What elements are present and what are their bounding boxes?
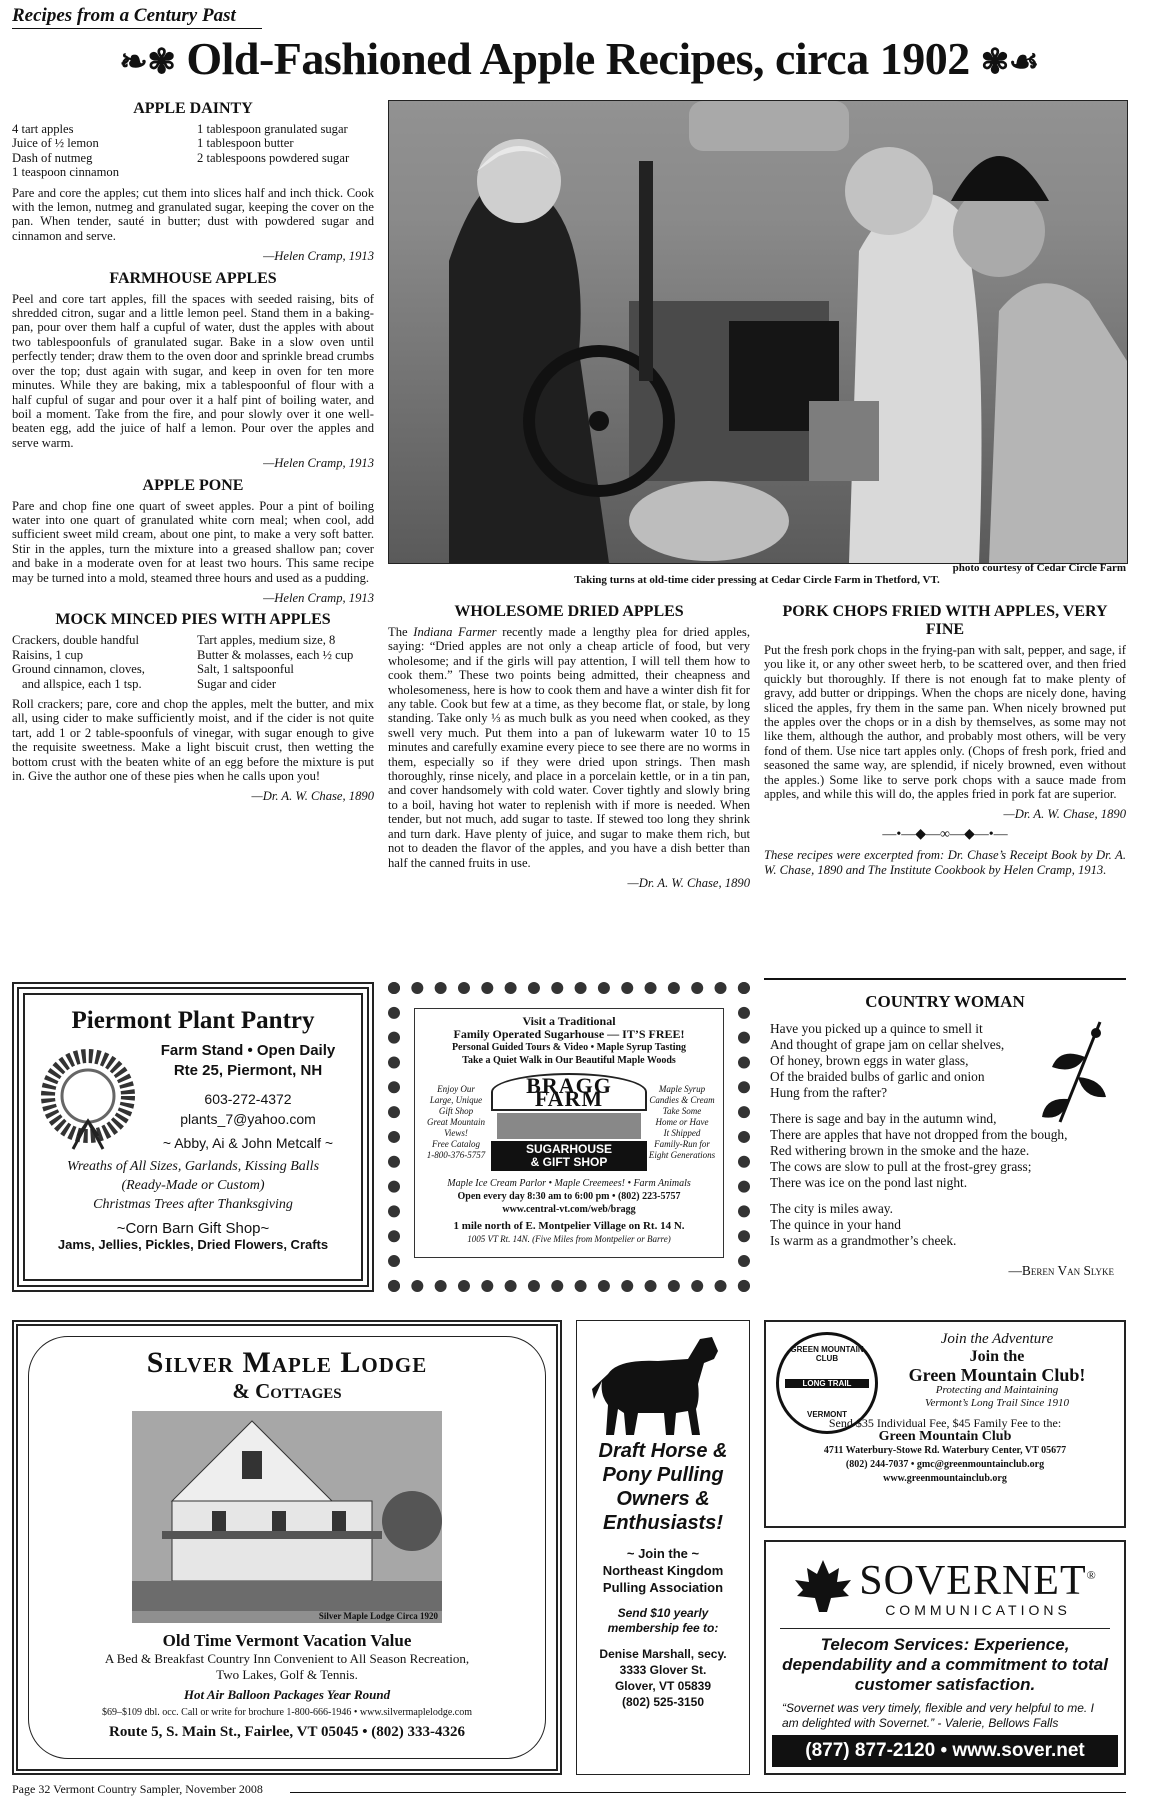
ad-line: Vermont’s Long Trail Since 1910 [924,1397,1070,1409]
ad-line: Northeast Kingdom [602,1563,724,1578]
poem-line: There are apples that have not dropped from the bough, [770,1127,1068,1142]
poem-title: COUNTRY WOMAN [865,992,1025,1011]
note-line: Home or Have [655,1116,709,1127]
ad-line: Protecting and Maintaining [935,1384,1059,1396]
recipe-body: Pare and core the apples; cut them into slices half and inch thick. Cook with the lemon, nutmeg and granulated sugar, keeping the cover on the pan. When tender, sauté in butter; dust with powdered sugar and cinnamon and serve. [12,185,374,243]
ingredient: Crackers, double handful [12,633,139,648]
recipe-body: Peel and core tart apples, fill the spaces with seeded raising, bits of shredded citron, sugar and a little lemon peel. Stand them in a baking-pan, pour over them half a cupful of water, dust the apples with about two tablespoonfuls of granulated sugar. Bake in a slow oven until perfectly tender; draw them to the oven door and sprinkle bread crumbs over the top; dust again with sugar, and keep in oven for ten more minutes. While they are baking, mix a tablespoonful of flour with a half cupful of sugar and pour over it a half pint of boiling water, and boil a moment. Take from the fire, and pour slowly over it one well-beaten egg, add the juice of half a lemon. Pour over the apples and serve warm. [12,291,374,450]
note-line: Free Catalog [432,1138,480,1149]
ad-line: Join the Adventure [940,1331,1054,1347]
ad-tagline: Wreaths of All Sizes, Garlands, Kissing Balls [66,1159,320,1174]
wreath-icon [33,1041,143,1151]
ad-headline: Pony Pulling [602,1464,724,1486]
note-line: Large, Unique [429,1094,483,1105]
piermont-ad [12,982,374,1292]
ingredient: 2 tablespoons powdered sugar [197,150,350,165]
ad-title: Green Mountain Club! [908,1365,1086,1385]
recipe-body: Pare and chop fine one quart of sweet apples. Pour a pint of boiling water into one quart of granulated white corn meal; when cool, add sufficient sweet mild cream, about one pint, to make a very soft batter. Stir in the apples, turn the mixture into a greased shallow pan; cover and bake in a moderate oven for at least two hours. This same recipe may be turned into a mold, steamed three hours and used as a pudding. [12,498,374,585]
poem-line: Of the braided bulbs of garlic and onion [770,1069,985,1084]
logo-text: BRAGG FARM [491,1073,647,1111]
section-kicker: Recipes from a Century Past [12,4,262,29]
badge-text: GREEN MOUNTAIN CLUB [790,1345,864,1363]
divider-ornament-icon: —•—◆—∞—◆—•— [882,826,1008,842]
brand-subtitle: COMMUNICATIONS [885,1602,1071,1618]
ad-left-notes [421,1084,491,1161]
ingredients-left [12,633,189,691]
contact-line: Glover, VT 05839 [614,1679,712,1693]
recipe-byline: —Dr. A. W. Chase, 1890 [251,789,374,804]
ad-goods: Jams, Jellies, Pickles, Dried Flowers, Crafts [57,1237,329,1252]
recipe-byline: —Dr. A. W. Chase, 1890 [1003,807,1126,822]
ingredient: Juice of ½ lemon [12,136,99,151]
green-mountain-club-ad [764,1320,1126,1528]
left-ornament-icon: ❧✾ [119,44,176,82]
badge-text: LONG TRAIL [785,1379,869,1388]
brand-name [859,1554,1096,1602]
silver-maple-lodge-ad [12,1320,562,1775]
contact-line: (802) 525-3150 [621,1695,705,1709]
ad-owners: ~ Abby, Ai & John Metcalf ~ [162,1135,334,1151]
logo-banner: SUGARHOUSE [525,1142,612,1156]
photo-caption: Taking turns at old-time cider pressing at Cedar Circle Farm in Thetford, VT. [574,574,940,586]
photo-illustration [389,101,1127,563]
ad-rates: $69–$109 dbl. occ. Call or write for brochure 1-800-666-1946 • www.silvermaplelodge.com [102,1707,472,1718]
ad-title: Silver Maple Lodge [146,1346,428,1379]
ad-line: Visit a Traditional [522,1014,616,1028]
ad-line: Join the [969,1348,1025,1365]
ad-line: ~ Join the ~ [626,1546,700,1561]
logo-banner: & GIFT SHOP [530,1155,608,1169]
divider [764,978,1126,980]
ad-title: Piermont Plant Pantry [71,1007,315,1034]
recipe-body-rest: recently made a lengthy plea for dried apples, saying: “Dried apples are not only a cheap article of food, but very wholesome; and if the girls will pay attention, I will tell them how to cook them.” These two points being admitted, their cheapness and wholesomeness, here is how to cook them and have a winter dish fit for any table. Cook but few at a time, as they become flat, or stale, by long standing. Take only ⅓ as much bulk as you need when cooked, as they swell very much. Put them into a pan of lukewarm water 10 to 15 minutes and carefully examine every piece to see there are no worms in them, especially so if they were dried upon strings. Then mash thoroughly, rinse nicely, and place in a porcelain kettle, or in a tin pan, and cover handsomely with cold water. Cover tightly and slowly bring to a boil, having hot water to replenish with if more is needed. When tender, but not much, add sugar to taste. If stewed too long they shrink and turn dark. Have plenty of juice, and sugar to make them rich, but not to deaden the flavor of the apples, and you have a dish better than half the canned fruits in use. [388,625,750,870]
poem-line: Hung from the rafter? [770,1085,888,1100]
page-footer: Page 32 Vermont Country Sampler, November 2008 [12,1782,263,1796]
left-column [12,100,374,810]
note-line: 1-800-376-5757 [426,1149,486,1160]
contact-line: Denise Marshall, secy. [599,1647,727,1661]
recipe-byline: —Helen Cramp, 1913 [263,590,374,605]
recipe-body [388,625,750,870]
page-title [40,30,1118,92]
ad-headline: Enthusiasts! [602,1512,724,1534]
ad-address: 1005 VT Rt. 14N. (Five Miles from Montpelier or Barre) [467,1234,671,1244]
recipe-title: FARMHOUSE APPLES [109,269,277,287]
lodge-drawing [132,1411,442,1611]
right-column [764,603,1126,883]
recipe-title: WHOLESOME DRIED APPLES [454,603,684,620]
ad-tagline: Old Time Vermont Vacation Value [162,1631,412,1650]
ad-phone: 603-272-4372 [204,1091,292,1107]
ad-tagline: Telecom Services: Experience, dependability and a commitment to total customer satisfaction. [780,1628,1110,1695]
ad-tagline: Christmas Trees after Thanksgiving [93,1197,293,1212]
recipe-title: MOCK MINCED PIES WITH APPLES [55,611,331,629]
note-line: Family-Run for [654,1138,710,1149]
photo-credit: photo courtesy of Cedar Circle Farm [952,562,1126,574]
note-line: Views! [444,1127,468,1138]
ad-line: membership fee to: [607,1621,719,1635]
recipe-byline: —Helen Cramp, 1913 [263,456,374,471]
note-line: Maple Syrup [658,1083,706,1094]
ad-hours: Farm Stand • Open Daily [160,1042,336,1059]
poem-line: And thought of grape jam on cellar shelves, [770,1037,1005,1052]
ingredient: Raisins, 1 cup [12,647,84,662]
photo-caption: Silver Maple Lodge Circa 1920 [318,1611,438,1621]
ingredient: Ground cinnamon, cloves, [12,662,145,677]
poem-line: Of honey, brown eggs in water glass, [770,1053,969,1068]
headline-text: Old-Fashioned Apple Recipes, circa 1902 [186,33,970,84]
ingredient: 1 tablespoon granulated sugar [197,122,348,136]
recipe-body-start: The [388,625,414,639]
recipe-body: Put the fresh pork chops in the frying-pan with salt, pepper, and sage, if you like it, or any other sweet herb, to be scattered over, and then fried quickly but thoroughly. If there is not enough fat to make plenty of gravy, add butter or drippings. When the chops are nicely done, having sliced the apples, fry them in the same pan. When nicely browned put the apples over the chops or in a dish by themselves, as some may not like them, although the author, and probably most others, will be very fond of them. Use nice tart apples only. (Chops of fresh pork, fried and seasoned the same way, are splendid, if nicely browned, even without the apples.) Some like to serve pork chops with a sauce made from apples, and while this will do, the apples fried in pork fat are superior. [764,643,1126,802]
note-line: Candies & Cream [649,1094,715,1105]
sovernet-ad [764,1540,1126,1775]
recipe-byline: —Helen Cramp, 1913 [263,249,374,264]
sugarhouse-icon [497,1113,641,1139]
source-note: These recipes were excerpted from: Dr. Chase’s Receipt Book by Dr. A. W. Chase, 1890 and The Institute Cookbook by Helen Cramp, 1913. [764,848,1126,877]
recipe-byline: —Dr. A. W. Chase, 1890 [627,875,750,890]
ingredient: Dash of nutmeg [12,150,93,165]
contact-bar: (877) 877-2120 • www.sover.net [772,1735,1118,1767]
ad-line: Take a Quiet Walk in Our Beautiful Maple Woods [462,1055,676,1066]
poem-line: The cows are slow to pull at the frost-grey grass; [770,1159,1032,1174]
ad-web: www.central-vt.com/web/bragg [502,1204,636,1215]
ingredient: Tart apples, medium size, 8 [197,633,336,648]
ad-address: 4711 Waterbury-Stowe Rd. Waterbury Center, VT 05677 [823,1445,1067,1456]
ad-email: plants_7@yahoo.com [180,1111,316,1127]
ad-fee: Send $35 Individual Fee, $45 Family Fee to the: [828,1416,1062,1430]
note-line: Eight Generations [648,1149,716,1160]
right-ornament-icon: ✾☙ [980,44,1039,82]
middle-column [388,603,750,896]
ad-shop: ~Corn Barn Gift Shop~ [116,1220,270,1237]
ad-description: A Bed & Breakfast Country Inn Convenient to All Season Recreation, [104,1651,470,1666]
contact-line: 3333 Glover St. [619,1663,707,1677]
ingredient: Sugar and cider [197,676,277,691]
ingredient: and allspice, each 1 tsp. [22,676,142,691]
ad-line: Maple Ice Cream Parlor • Maple Creemees! • Farm Animals [447,1178,691,1189]
ingredients-right [197,633,374,691]
lodge-photo [132,1411,442,1623]
cider-press-photo [388,100,1128,564]
photo-credit-block [388,562,1126,590]
ad-right-notes [647,1084,717,1161]
ad-location: Rte 25, Piermont, NH [173,1062,323,1079]
ad-promo: Hot Air Balloon Packages Year Round [183,1687,391,1702]
ad-line: Family Operated Sugarhouse — IT’S FREE! [453,1027,685,1041]
horse-icon [583,1329,743,1439]
ad-hours: Open every day 8:30 am to 6:00 pm • (802) 223-5757 [457,1191,681,1202]
recipe-title: PORK CHOPS FRIED WITH APPLES, VERY FINE [782,603,1108,638]
gmc-badge-icon [776,1332,876,1432]
branch-drawing [1040,1017,1110,1127]
ad-org: Green Mountain Club [878,1429,1012,1444]
ad-web: www.greenmountainclub.org [883,1473,1007,1484]
note-line: Enjoy Our [437,1083,475,1094]
note-line: Great Mountain [427,1116,485,1127]
ingredients-left [12,122,189,180]
bragg-logo [491,1073,647,1171]
ingredient: 4 tart apples [12,122,74,136]
ingredient-list [12,122,374,180]
ad-headline: Draft Horse & [598,1440,728,1462]
poem-line: Have you picked up a quince to smell it [770,1021,983,1036]
badge-text: VERMONT [807,1410,847,1419]
leaf-drawing [793,1558,853,1614]
ad-address: Route 5, S. Main St., Fairlee, VT 05045 • (802) 333-4326 [109,1724,465,1740]
brand-text: SOVERNET [859,1558,1087,1604]
poem-line: There was ice on the pond last night. [770,1175,968,1190]
ad-contact: (802) 244-7037 • gmc@greenmountainclub.org [845,1459,1045,1470]
ad-location: 1 mile north of E. Montpelier Village on Rt. 14 N. [453,1220,685,1232]
horse-silhouette [588,1329,738,1439]
ingredient: 1 tablespoon butter [197,136,294,151]
ad-line: Personal Guided Tours & Video • Maple Syrup Tasting [451,1042,687,1053]
poem-line: There is sage and bay in the autumn wind, [770,1111,997,1126]
ad-description: Two Lakes, Golf & Tennis. [216,1667,358,1682]
publication-name: Indiana Farmer [413,625,497,639]
poem-line: Is warm as a grandmother’s cheek. [770,1233,957,1248]
note-line: Take Some [662,1105,702,1116]
ad-line: Send $10 yearly [617,1606,709,1620]
poem-block [764,985,1126,1290]
poem-line: The quince in your hand [770,1217,901,1232]
registered-mark: ® [1086,1568,1097,1582]
recipe-title: APPLE DAINTY [133,100,253,117]
ad-headline: Owners & [616,1488,710,1510]
ad-tagline: (Ready-Made or Custom) [121,1178,265,1193]
ingredient: Butter & molasses, each ½ cup [197,647,354,662]
quince-branch-icon [1040,1017,1110,1127]
poem-author: —Beren Van Slyke [1008,1263,1114,1278]
note-line: It Shipped [663,1127,701,1138]
poem-line: The city is miles away. [770,1201,893,1216]
draft-horse-ad [576,1320,750,1775]
ad-line: Pulling Association [602,1580,724,1595]
ad-subtitle: & Cottages [232,1379,342,1403]
ingredients-right [197,122,374,180]
ingredient-list [12,633,374,691]
poem-line: Red withering brown in the smoke and the haze. [770,1143,1030,1158]
ingredient: Salt, 1 saltspoonful [197,662,294,677]
maple-leaf-icon [793,1558,853,1614]
footer-rule [290,1792,1126,1793]
note-line: Gift Shop [438,1105,474,1116]
ingredient: 1 teaspoon cinnamon [12,165,120,180]
recipe-body: Roll crackers; pare, core and chop the apples, melt the butter, and mix all, using cider to make sufficiently moist, and if the cider is not quite tart, add 1 or 2 table-spoonfuls of vinegar, with sugar enough to give the requisite sweetness. Make a light biscuit crust, then wetting the bottom crust with the beaten white of an egg before the mixture is put in. Give the author one of these pies when he calls upon you! [12,697,374,784]
testimonial: “Sovernet was very timely, flexible and very helpful to me. I am delighted with Sovernet.” - Valerie, Bellows Falls [782,1701,1094,1730]
recipe-title: APPLE PONE [142,476,244,494]
bragg-farm-ad [388,982,750,1292]
wreath-drawing [33,1041,143,1151]
